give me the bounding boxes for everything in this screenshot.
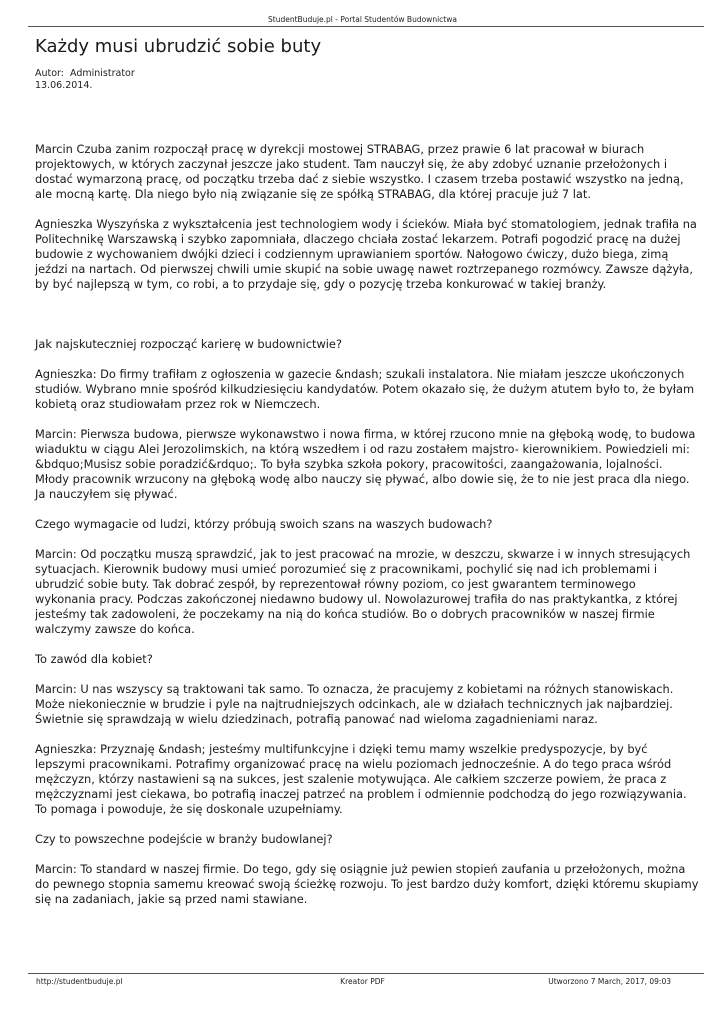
interview-answer: Agnieszka: Do firmy trafiłam z ogłoszenia w gazecie &ndash; szukali instalatora. Nie miałam jeszcze ukończonych studiów. Wybrano mnie spośród kilkudziesięciu kandydatów. Potem okazało się, że dużym atutem było to, że byłam kobietą oraz studiowałam przez rok w Niemczech. — [35, 367, 695, 411]
article-date: 13.06.2014. — [35, 80, 93, 91]
interview-answer: Agnieszka: Przyznaję &ndash; jesteśmy multifunkcyjne i dzięki temu mamy wszelkie predyspozycje, by być lepszymi pracownikami. Potrafimy organizować pracę na wielu poziomach jednocześnie. A do tego praca wśród mężczyzn, którzy nastawieni są na sukces, jest szalenie motywująca. Ale całkiem szczerze powiem, że praca z mężczyznami jest ciekawa, bo potrafią inaczej patrzeć na problem i odmiennie podchodzą do jego rozwiązywania. To pomaga i powoduje, że się doskonale uzupełniamy. — [35, 742, 687, 816]
intro-paragraph: Marcin Czuba zanim rozpoczął pracę w dyrekcji mostowej STRABAG, przez prawie 6 lat pracował w biurach projektowych, w których zaczynał jeszcze jako student. Tam nauczył się, że aby zdobyć uznanie przełożonych i dostać wymarzoną pracę, od początku trzeba dać z siebie wszystko. I czasem trzeba postawić wszystko na jedną, ale mocną kartę. Dla niego było nią związanie się ze spółką STRABAG, dla której pracuje już 7 lat. — [35, 142, 684, 201]
author-line — [35, 68, 135, 80]
article-meta — [35, 68, 135, 92]
footer-url: http://studentbuduje.pl — [36, 977, 123, 986]
author-label: Autor: — [35, 68, 64, 79]
interview-answer: Marcin: Od początku muszą sprawdzić, jak to jest pracować na mrozie, w deszczu, skwarze i w innych stresujących sytuacjach. Kierownik budowy musi umieć porozumieć się z pracownikami, pochylić się nad ich problemami i ubrudzić sobie buty. Tak dobrać zespół, by reprezentował równy poziom, co jest gwarantem terminowego wykonania pracy. Podczas zakończonej niedawno budowy ul. Nowolazurowej trafiła do nas praktykantka, z której jesteśmy tak zadowoleni, że poczekamy na nią do końca studiów. Bo o dobrych pracowników w naszej firmie walczymy zawsze do końca. — [35, 547, 691, 636]
author-name: Administrator — [70, 68, 135, 79]
footer-generator: Kreator PDF — [340, 977, 385, 986]
footer-divider — [28, 973, 704, 974]
interview-question: Czego wymagacie od ludzi, którzy próbują swoich szans na waszych budowach? — [35, 517, 493, 531]
interview-answer: Marcin: U nas wszyscy są traktowani tak samo. To oznacza, że pracujemy z kobietami na różnych stanowiskach. Może niekoniecznie w brudzie i pyle na najtrudniejszych odcinkach, ale w działach technicznych jak najbardziej. Świetnie się sprawdzają w wielu dziedzinach, potrafią panować nad wieloma zagadnieniami naraz. — [35, 682, 674, 726]
interview-question: To zawód dla kobiet? — [35, 652, 153, 666]
footer-created: Utworzono 7 March, 2017, 09:03 — [548, 977, 671, 986]
site-header: StudentBuduje.pl - Portal Studentów Budownictwa — [268, 15, 457, 24]
intro-paragraph: Agnieszka Wyszyńska z wykształcenia jest technologiem wody i ścieków. Miała być stomatologiem, jednak trafiła na Politechnikę Warszawską i szybko zapomniała, dlaczego chciała zostać lekarzem. Potrafi pogodzić pracę na dużej budowie z wychowaniem dwójki dzieci i codziennym uprawianiem sportów. Nałogowo ćwiczy, dużo biega, zimą jeździ na nartach. Od pierwszej chwili umie skupić na sobie uwagę nawet roztrzepanego rozmówcy. Zawsze dążyła, by być najlepszą w tym, co robi, a to przydaje się, gdy o pozycję trzeba konkurować w takiej branży. — [35, 217, 697, 291]
interview-question: Jak najskuteczniej rozpocząć karierę w budownictwie? — [35, 337, 342, 351]
interview-answer: Marcin: Pierwsza budowa, pierwsze wykonawstwo i nowa firma, w której rzucono mnie na głęboką wodę, to budowa wiaduktu w ciągu Alei Jerozolimskich, na którą wszedłem i od razu zostałem majstro- kierownikiem. Powiedzieli mi: &bdquo;Musisz sobie poradzić&rdquo;. To była szybka szkoła pokory, pracowitości, zaangażowania, lojalności. Młody pracownik wrzucony na głęboką wodę albo nauczy się pływać, albo dowie się, że to nie jest praca dla niego. Ja nauczyłem się pływać. — [35, 427, 696, 501]
interview-question: Czy to powszechne podejście w branży budowlanej? — [35, 832, 333, 846]
article-body — [35, 142, 700, 922]
header-divider — [28, 26, 704, 27]
interview-answer: Marcin: To standard w naszej firmie. Do tego, gdy się osiągnie już pewien stopień zaufania u przełożonych, można do pewnego stopnia samemu kreować swoją ścieżkę rozwoju. To jest bardzo duży komfort, dzięki któremu skupiamy się na zadaniach, jakie są przed nami stawiane. — [35, 862, 699, 906]
article-title: Każdy musi ubrudzić sobie buty — [35, 36, 322, 57]
